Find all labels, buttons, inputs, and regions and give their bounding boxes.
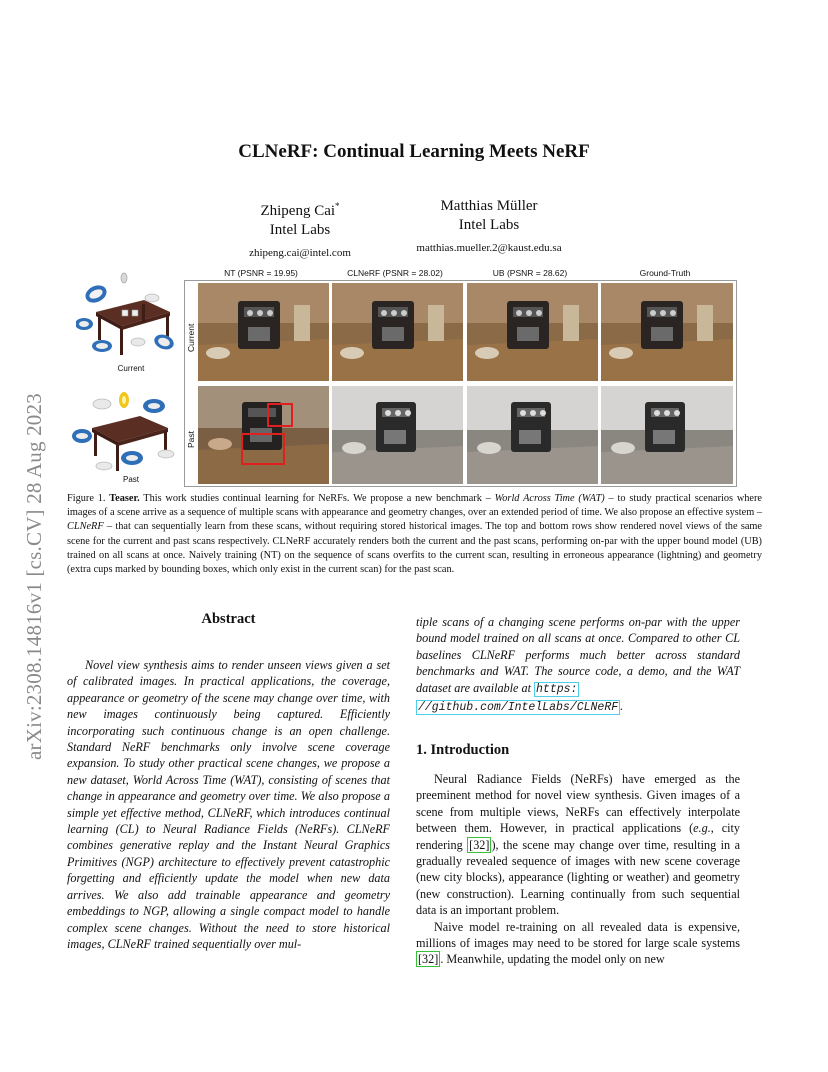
author-affiliation: Intel Labs [458,217,520,233]
intro-p1-text-c: ), the scene may change over time, resulting in a gradually revealed sequence of images with new scene coverage (new city blocks), appearance (lighting or weather) and geometry (new construction). Learning continually from such sequential data is an important problem. [416,837,740,918]
citation-link[interactable]: [32] [469,837,490,852]
column-header-nt: NT (PSNR = 19.95) [224,268,298,278]
author-name: Matthias Müller [440,198,538,214]
caption-italic-1: World Across Time (WAT) [494,493,605,504]
intro-paragraph-2 [416,919,740,968]
author-block-2 [400,197,578,258]
figure-caption [67,492,762,577]
author-block-1 [225,197,375,263]
intro-paragraph-1 [416,771,740,919]
intro-p2-text-b: . Meanwhile, updating the model only on new [440,952,665,967]
url-end: . [620,699,624,714]
scene-illustration-past [70,390,182,478]
intro-p1-text-a: Neural Radiance Fields (NeRFs) have emerged as the preeminent method for novel view synthesis. Given images of a scene from multiple views, NeRFs can effectively interpolate between them. However, in practical applications ( [416,772,740,836]
caption-label: Figure 1. [67,493,106,504]
render-past-clnerf [332,386,463,484]
scene-illustration-current [76,272,182,364]
render-current-clnerf [332,283,463,381]
column-header-ground-truth: Ground-Truth [639,268,691,278]
abstract-continuation: tiple scans of a changing scene performs on-par with the upper bound model trained on all scans at once. Compared to other CL baselines CLNeRF performs much better across standard benchmarks and WAT. The source code, a demo, and the WAT dataset are available at [416,615,740,695]
abstract-left-column [67,657,390,952]
caption-bold: Teaser. [109,493,140,504]
introduction-heading: 1. Introduction [416,742,510,758]
column-header-ub: UB (PSNR = 28.62) [492,268,568,278]
abstract-paragraph: Novel view synthesis aims to render unseen views given a set of calibrated images. In practical applications, the coverage, appearance or geometry of the scene may change over time, with new images continuously being captured. Efficiently incorporating such continuous change is an open challenge. Standard NeRF benchmarks only involve scene coverage expansion. To study other practical scene changes, we propose a new dataset, World Across Time (WAT), consisting of scenes that change in appearance and geometry over time. We also propose a simple yet effective method, CLNeRF, which introduces continual learning (CL) to Neural Radiance Fields (NeRFs). CLNeRF combines generative replay and the Instant Neural Graphics Primitives (NGP) architecture to effectively prevent catastrophic forgetting and efficiently update the model when new data arrives. We also add trainable appearance and geometry embeddings to NGP, allowing a single compact model to handle complex scene changes. Without the need to store historical images, CLNeRF trained sequentially over mul- [67,658,390,951]
caption-text-1: This work studies continual learning for NeRFs. We propose a new benchmark – [139,493,495,504]
citation-link[interactable]: [32] [418,952,439,967]
render-current-nt [198,283,329,381]
abstract-right-column [416,614,740,716]
author-affiliation: Intel Labs [269,222,331,238]
arxiv-identifier: arXiv:2308.14816v1 [cs.CV] 28 Aug 2023 [22,393,46,760]
intro-p1-text-b: , city rendering [416,821,740,852]
column-header-clnerf: CLNeRF (PSNR = 28.02) [347,268,443,278]
caption-text-2: – to study practical scenarios where images of a scene arrive as a sequence of multiple scans with appearance and geometry changes, over an extended period of time. We also propose an effective system – [67,493,762,519]
abstract-heading: Abstract [201,611,256,627]
scene-label-past: Past [122,475,139,484]
row-label-past: Past [186,430,196,448]
author-email: matthias.mueller.2@kaust.edu.sa [416,242,562,254]
source-code-link-continued[interactable] [416,700,620,715]
source-code-link[interactable] [534,682,579,697]
url-part-2: //github.com/IntelLabs/CLNeRF [418,701,619,715]
caption-text-3: – that can sequentially learn from these scans, without requiring stored historical images. The top and bottom rows show rendered novel views of the same scene for the current and past scans respectively. CLNeRF accurately renders both the current and the past scans, performing on-par with the upper bound model (UB) trained on all scans at once. Naively training (NT) on the sequence of scans overfits to the current scan, resulting in erroneous appearance (lightning) and geometry (extra cups marked by bounding boxes, which only exist in the current scan) for the past scan. [67,521,762,576]
author-mark: * [335,201,340,211]
caption-italic-2: CLNeRF [67,521,104,533]
introduction-body [416,771,740,968]
author-email: zhipeng.cai@intel.com [249,247,351,259]
intro-p1-eg: e.g. [693,821,711,836]
render-past-ground-truth [601,386,733,484]
row-label-current: Current [186,323,196,352]
render-past-ub [467,386,598,484]
render-current-ground-truth [601,283,733,381]
url-part-1: https: [536,682,578,696]
paper-title: CLNeRF: Continual Learning Meets NeRF [238,141,590,162]
scene-label-current: Current [117,364,145,373]
author-name: Zhipeng Cai [260,203,336,219]
render-past-nt [198,386,329,484]
render-current-ub [467,283,598,381]
intro-p2-text-a: Naive model re-training on all revealed data is expensive, millions of images may need to be stored for large scale systems [416,919,740,951]
